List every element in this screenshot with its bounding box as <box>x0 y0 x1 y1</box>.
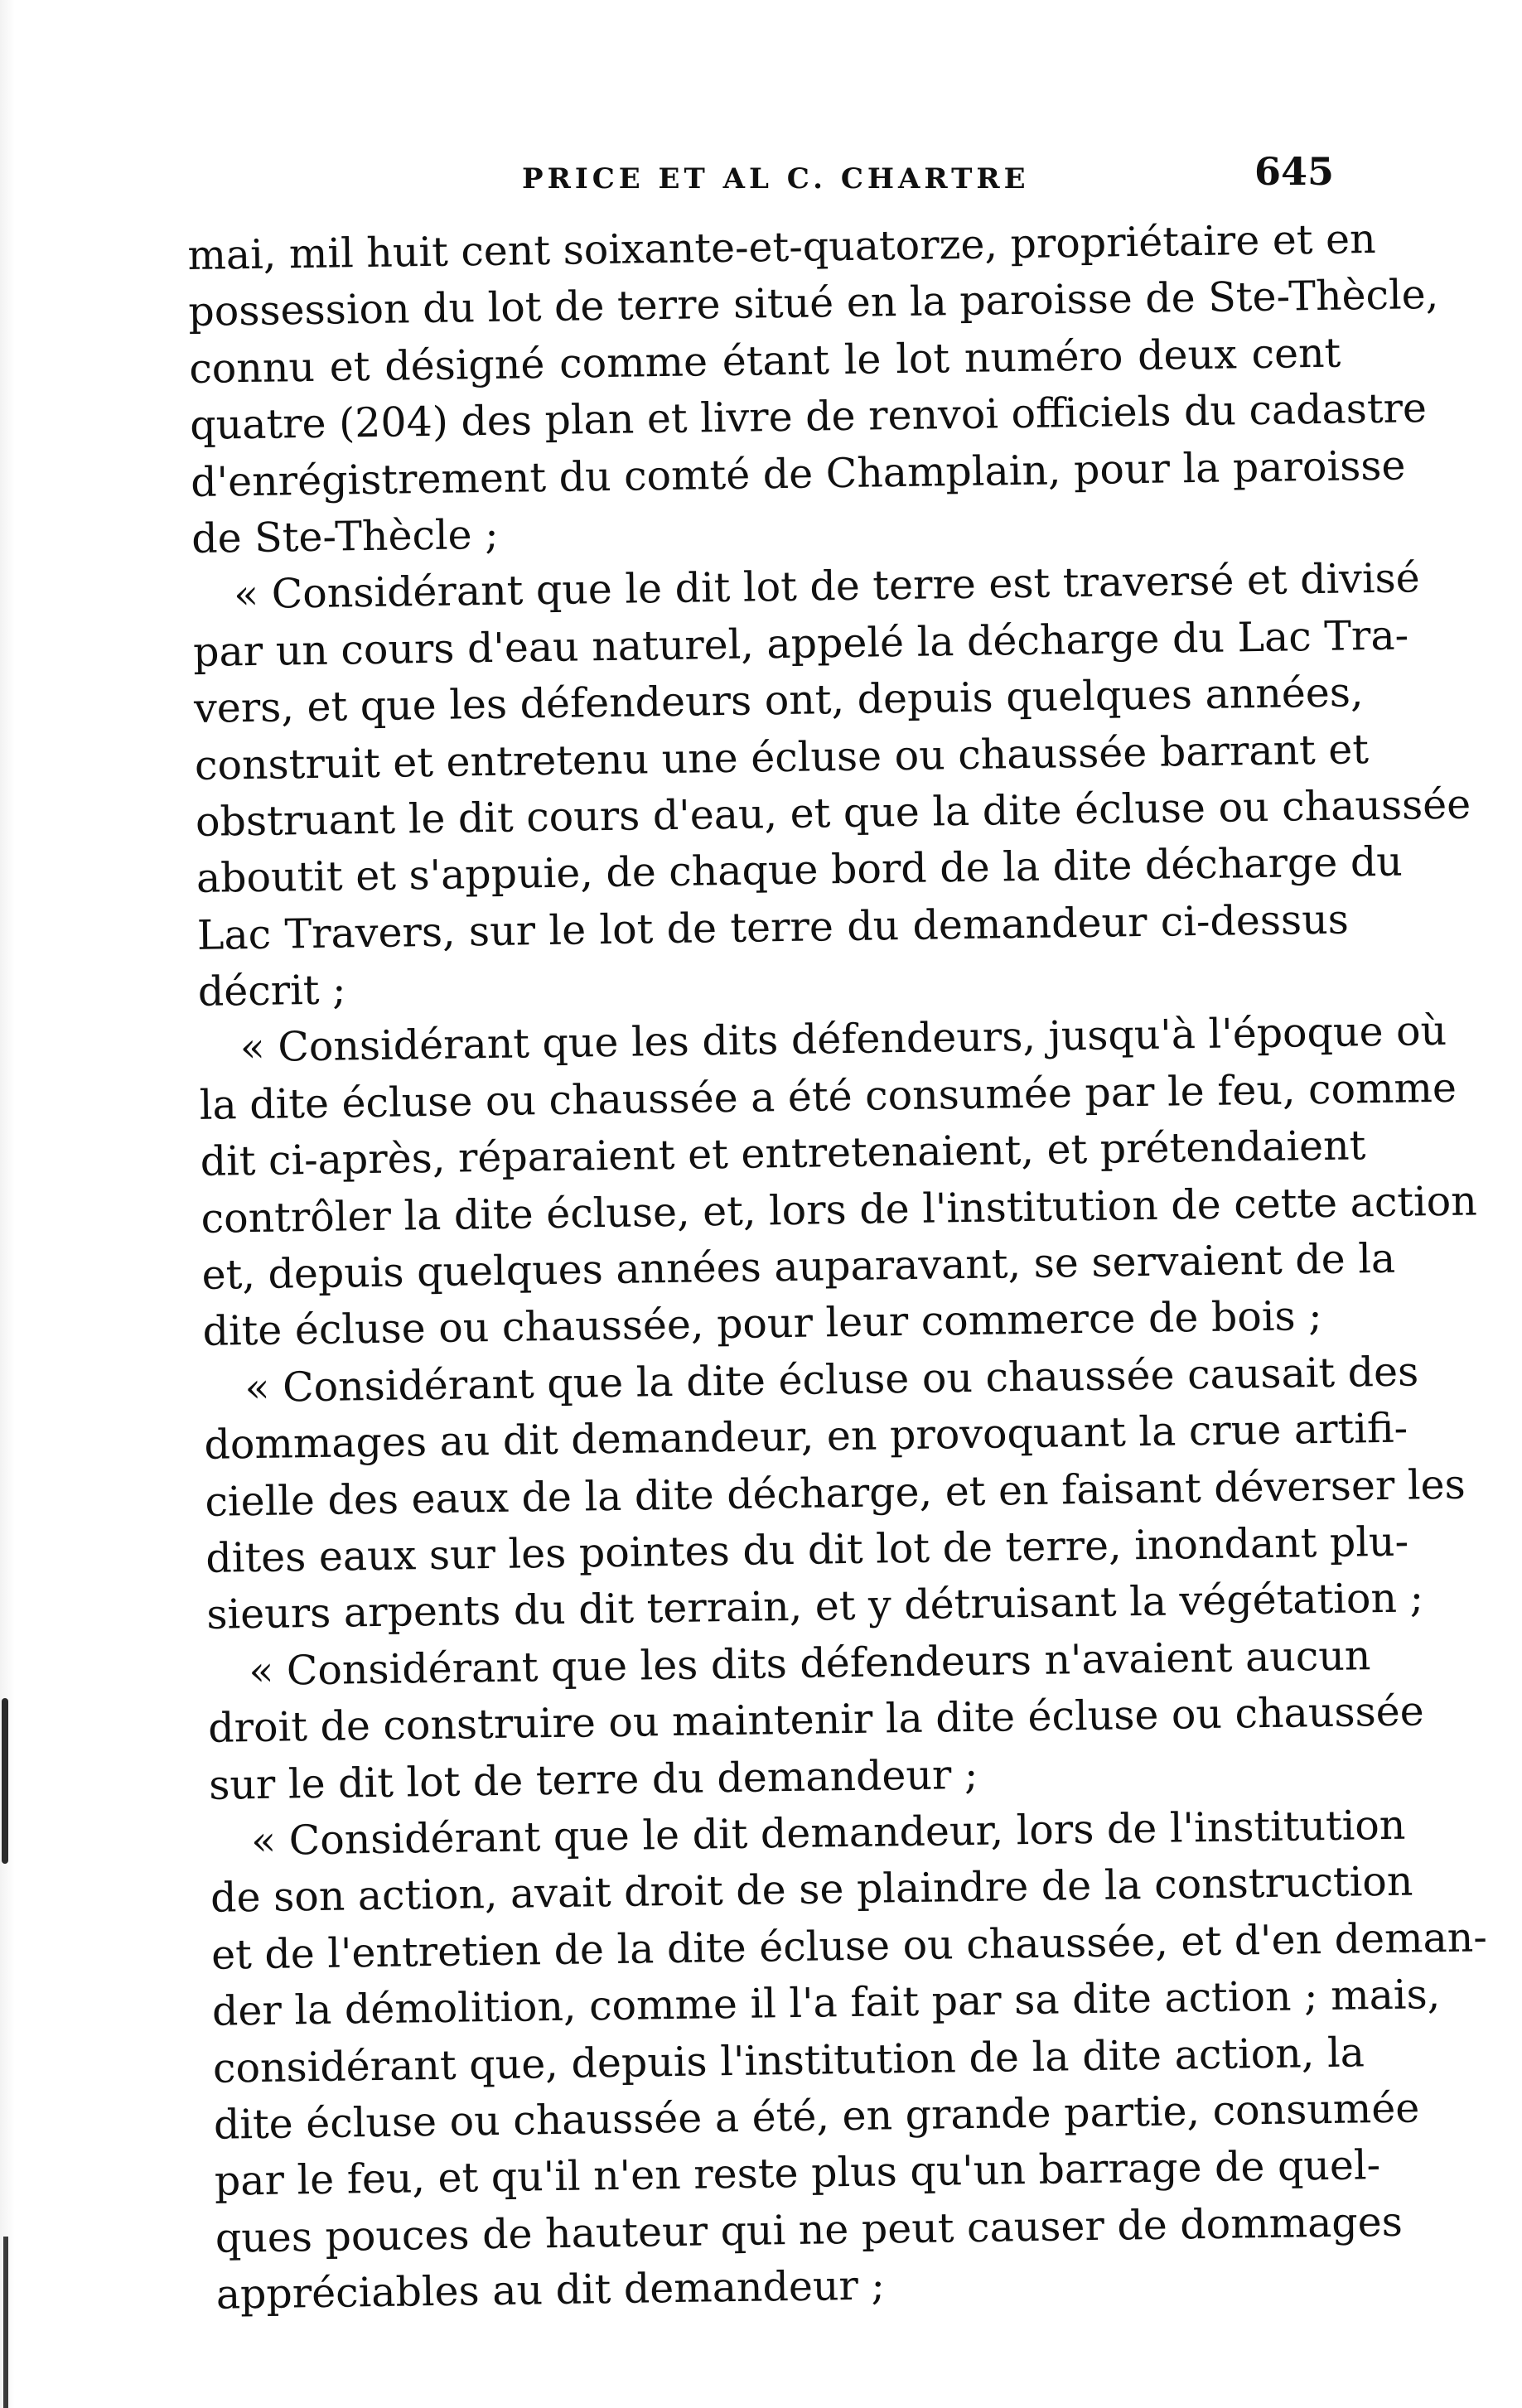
text-line: droit de construire ou maintenir la dite écluse ou chaussée <box>207 1687 1425 1752</box>
text-line: d'enrégistrement du comté de Champlain, pour la paroisse <box>190 442 1406 506</box>
text-line: « Considérant que les dits défendeurs n'avaient aucun <box>248 1631 1371 1695</box>
text-line: « Considérant que le dit demandeur, lors de l'institution <box>250 1801 1406 1865</box>
text-line: appréciables au dit demandeur ; <box>215 2261 886 2319</box>
text-line: contrôler la dite écluse, et, lors de l'institution de cette action <box>201 1177 1478 1243</box>
binding-edge-shadow <box>0 0 15 2408</box>
running-head: PRICE ET AL C. CHARTRE <box>522 162 1030 195</box>
text-line: dommages au dit demandeur, en provoquant la crue artifi- <box>204 1404 1408 1469</box>
body-text <box>187 212 1488 2324</box>
text-line: de Ste-Thècle ; <box>191 510 500 562</box>
page-number: 645 <box>1254 149 1334 194</box>
text-line: par un cours d'eau naturel, appelé la décharge du Lac Tra- <box>192 611 1409 676</box>
text-line: cielle des eaux de la dite décharge, et en faisant déverser les <box>205 1460 1466 1526</box>
text-line: vers, et que les défendeurs ont, depuis quelques années, <box>193 668 1364 733</box>
text-line: « Considérant que le dit lot de terre est traversé et divisé <box>233 554 1421 619</box>
text-line: dit ci-après, réparaient et entretenaient, et prétendaient <box>200 1122 1366 1186</box>
text-line: considérant que, depuis l'institution de la dite action, la <box>212 2028 1365 2092</box>
text-line: de son action, avait droit de se plaindre de la construction <box>210 1857 1413 1923</box>
text-line: « Considérant que la dite écluse ou chaussée causait des <box>244 1348 1419 1412</box>
text-line: aboutit et s'appuie, de chaque bord de la dite décharge du <box>196 837 1404 903</box>
text-line: « Considérant que les dits défendeurs, jusqu'à l'époque où <box>239 1007 1447 1072</box>
text-line: par le feu, et qu'il n'en reste plus qu'un barrage de quel- <box>214 2141 1381 2206</box>
text-line: décrit ; <box>197 966 346 1016</box>
text-line: et, depuis quelques années auparavant, se servaient de la <box>201 1234 1396 1299</box>
text-line: construit et entretenu une écluse ou chaussée barrant et <box>194 725 1370 789</box>
text-line: dites eaux sur les pointes du dit lot de terre, inondant plu- <box>205 1518 1409 1582</box>
text-line: dite écluse ou chaussée a été, en grande partie, consumée <box>213 2084 1420 2149</box>
text-line: Lac Travers, sur le lot de terre du demandeur ci-dessus <box>196 895 1350 959</box>
text-line: sur le dit lot de terre du demandeur ; <box>208 1750 978 1809</box>
text-line: obstruant le dit cours d'eau, et que la dite écluse ou chaussée <box>195 780 1471 846</box>
binding-edge-mark <box>2 1698 8 1864</box>
text-line: mai, mil huit cent soixante-et-quatorze, propriétaire et en <box>187 215 1377 279</box>
text-line: quatre (204) des plan et livre de renvoi officiels du cadastre <box>189 384 1428 450</box>
text-line: ques pouces de hauteur qui ne peut causer de dommages <box>215 2198 1404 2262</box>
text-line: connu et désigné comme étant le lot numéro deux cent <box>188 329 1341 393</box>
text-line: dite écluse ou chaussée, pour leur commerce de bois ; <box>202 1292 1323 1356</box>
binding-edge-mark-lower <box>3 2237 8 2408</box>
text-line: et de l'entretien de la dite écluse ou chaussée, et d'en deman- <box>210 1913 1488 1979</box>
text-line: la dite écluse ou chaussée a été consumée par le feu, comme <box>199 1064 1457 1129</box>
text-line: possession du lot de terre situé en la paroisse de Ste-Thècle, <box>188 271 1439 336</box>
text-line: sieurs arpents du dit terrain, et y détruisant la végétation ; <box>205 1574 1424 1639</box>
text-line: der la démolition, comme il l'a fait par sa dite action ; mais, <box>211 1971 1441 2035</box>
page-header <box>191 147 1334 205</box>
